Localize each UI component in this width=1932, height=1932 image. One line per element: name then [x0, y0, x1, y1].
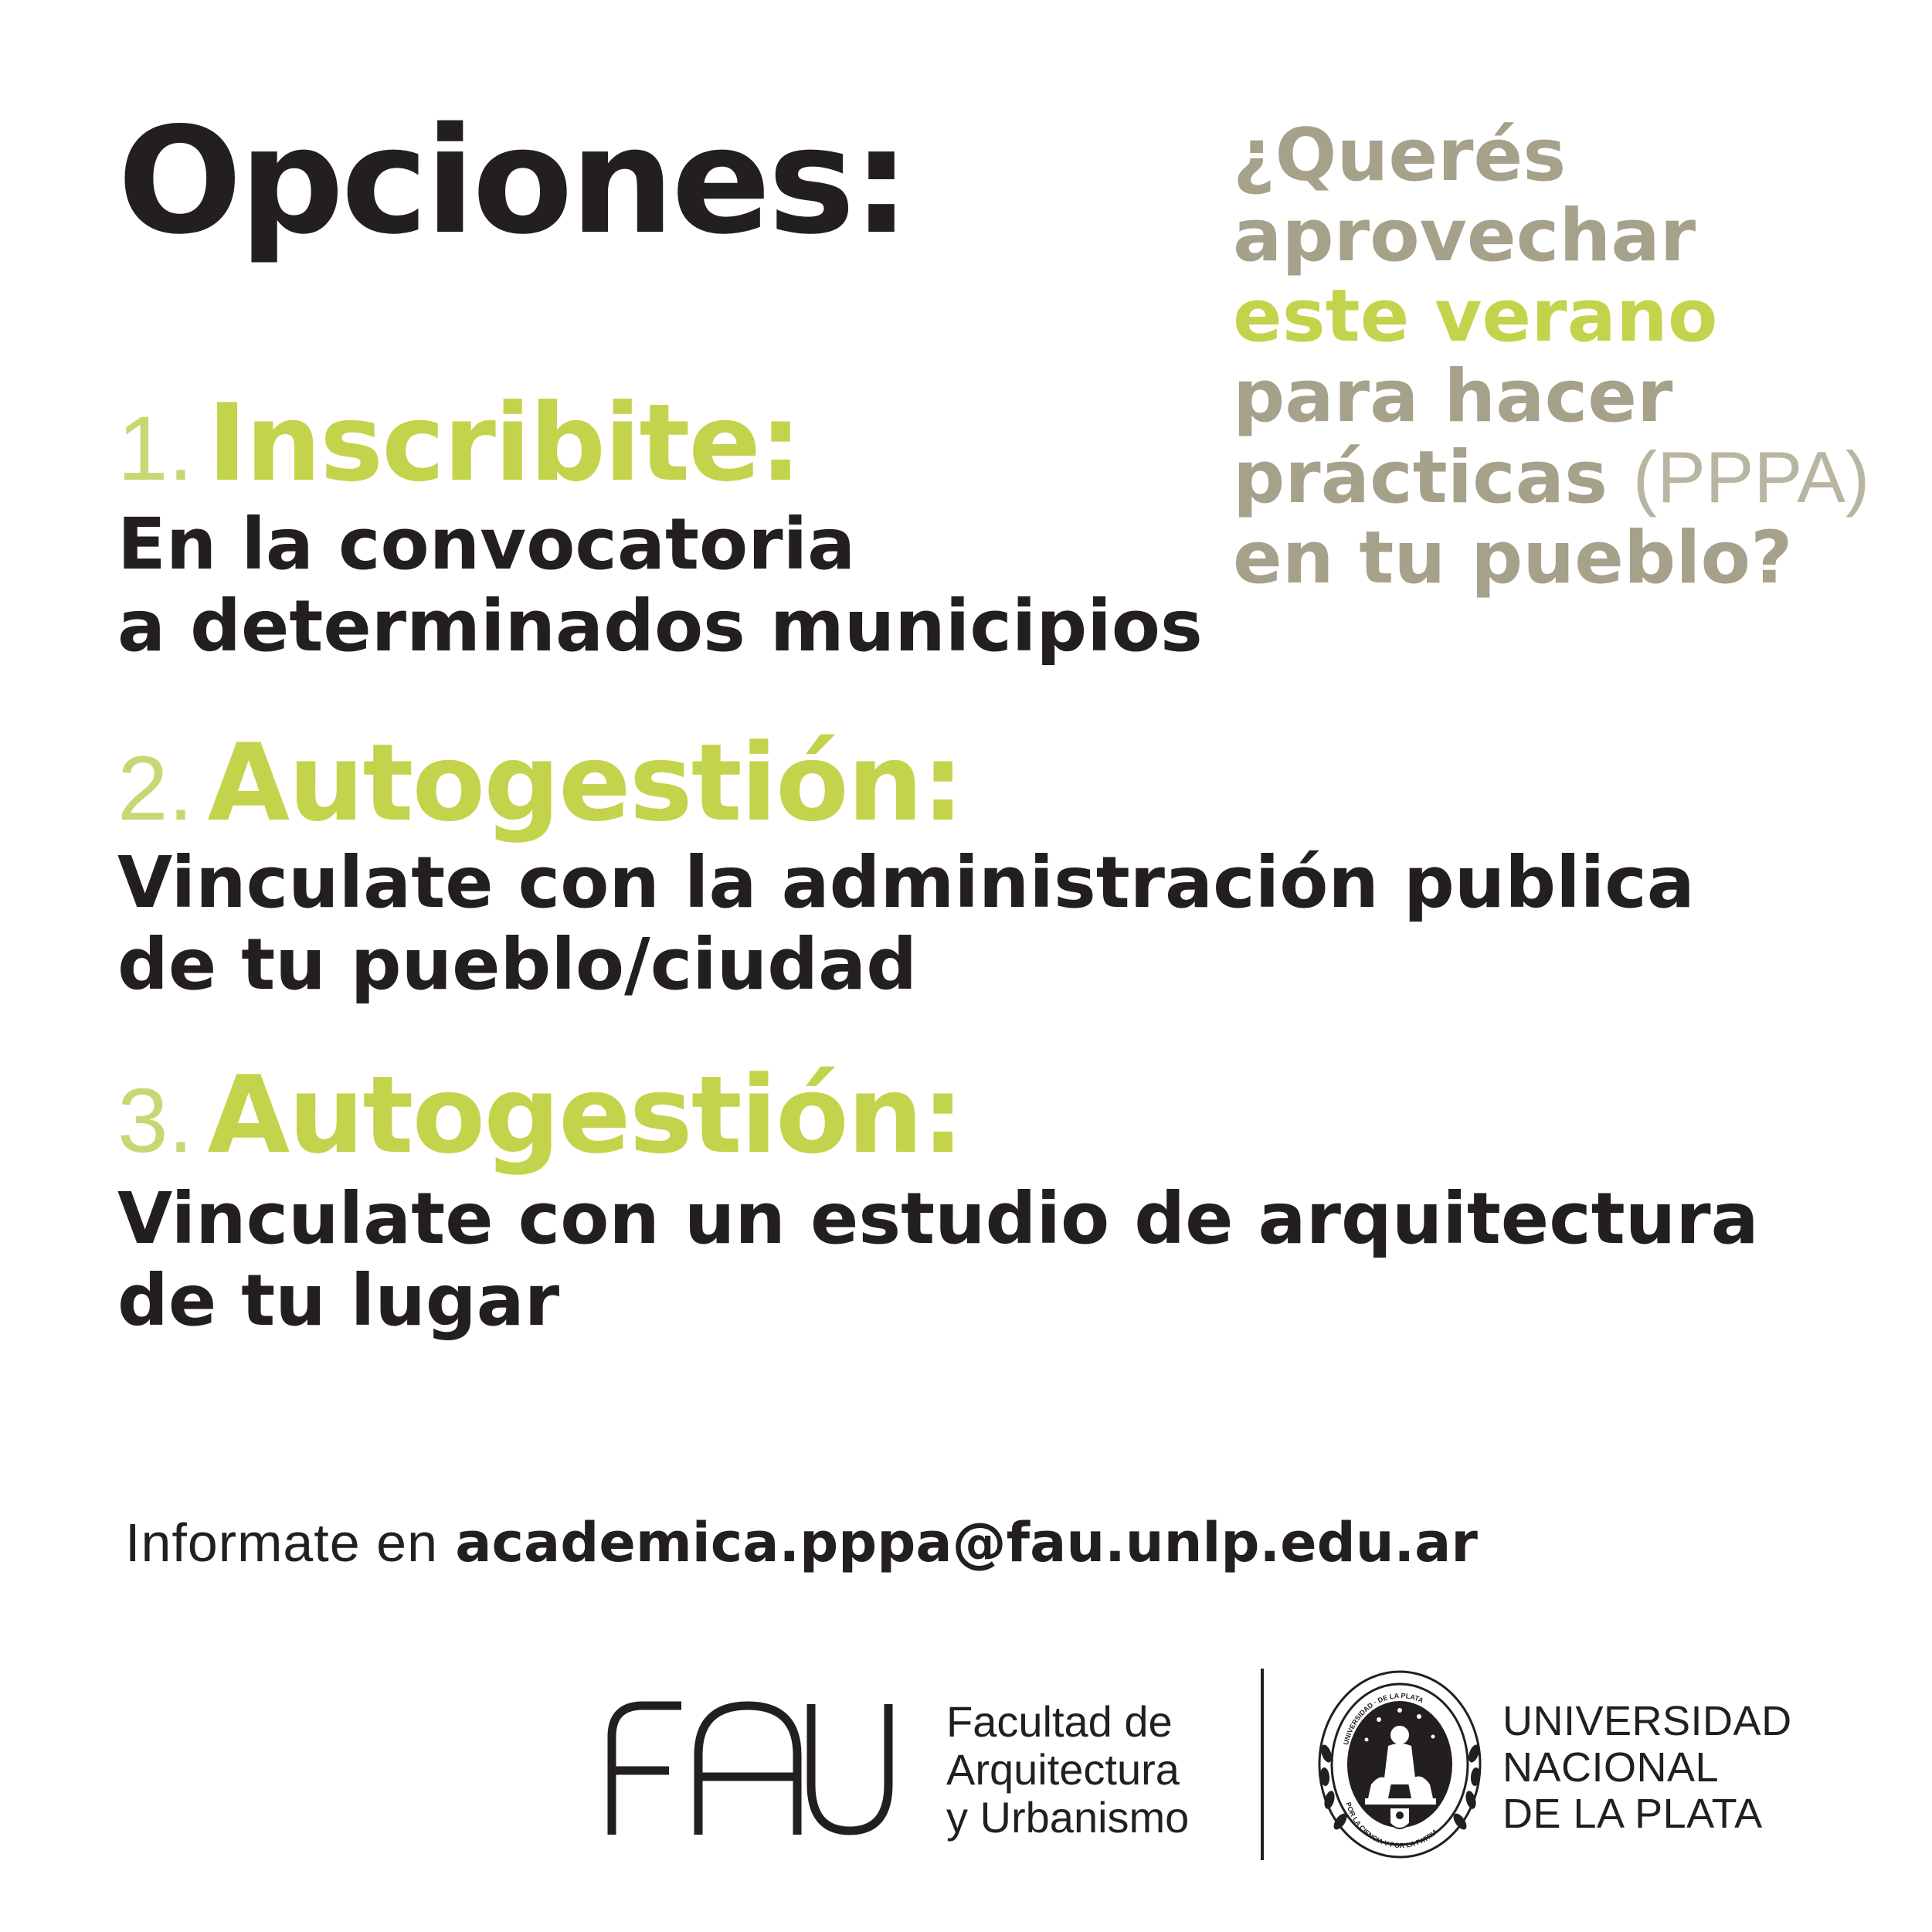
question-line: para hacer — [1233, 355, 1673, 439]
option-2-heading — [117, 721, 963, 845]
logo-divider — [1261, 1669, 1264, 1860]
svg-text:UNIVERSIDAD · DE LA PLATA: UNIVERSIDAD · DE LA PLATA — [1342, 1691, 1425, 1746]
option-text-line: Vinculate con un estudio de arquitectura — [117, 1177, 1759, 1260]
option-title: Inscribite: — [207, 381, 801, 505]
option-text-line: a determinados municipios — [117, 585, 1203, 667]
contact-info — [125, 1511, 1478, 1574]
promo-question — [1233, 116, 1913, 599]
option-3-heading — [117, 1053, 963, 1177]
option-1-body — [117, 504, 1203, 667]
option-1-heading — [117, 381, 801, 505]
fau-name-line: Facultad de — [946, 1697, 1173, 1746]
contact-email-link[interactable]: academica.pppa@fau.unlp.edu.ar — [455, 1511, 1478, 1574]
unlp-name — [1502, 1698, 1792, 1837]
unlp-name-line: DE LA PLATA — [1502, 1791, 1763, 1837]
option-text-line: de tu lugar — [117, 1259, 560, 1342]
question-line — [1233, 437, 1913, 518]
question-line: aprovechar — [1233, 194, 1696, 278]
page-title: Opciones: — [117, 96, 908, 267]
unlp-seal-icon — [1317, 1669, 1483, 1860]
option-text-line: de tu pueblo/ciudad — [117, 923, 918, 1006]
svg-text:POR LA CIENCIA Y POR LA PATRIA: POR LA CIENCIA Y POR LA PATRIA — [1344, 1801, 1440, 1850]
option-title: Autogestión: — [207, 1053, 963, 1177]
unlp-name-line: NACIONAL — [1502, 1744, 1720, 1791]
fau-name — [946, 1698, 1189, 1842]
question-pppa: (PPPA) — [1632, 436, 1870, 518]
fau-name-line: Arquitectura — [946, 1745, 1180, 1794]
option-2-body — [117, 842, 1695, 1006]
fau-name-line: y Urbanismo — [946, 1793, 1190, 1842]
fau-logo — [607, 1699, 893, 1839]
contact-label: Informate en — [125, 1513, 438, 1573]
option-number: 2. — [117, 738, 194, 840]
option-3-body — [117, 1178, 1759, 1342]
option-title: Autogestión: — [207, 721, 963, 845]
unlp-name-line: UNIVERSIDAD — [1502, 1698, 1792, 1744]
question-line: en tu pueblo? — [1233, 516, 1793, 600]
option-number: 1. — [117, 398, 194, 500]
question-line: ¿Querés — [1233, 114, 1567, 198]
option-text-line: Vinculate con la administración publica — [117, 841, 1695, 924]
option-number: 3. — [117, 1070, 194, 1172]
question-practicas: prácticas — [1233, 436, 1608, 520]
question-line-highlight: este verano — [1233, 274, 1718, 358]
option-text-line: En la convocatoria — [117, 503, 856, 586]
